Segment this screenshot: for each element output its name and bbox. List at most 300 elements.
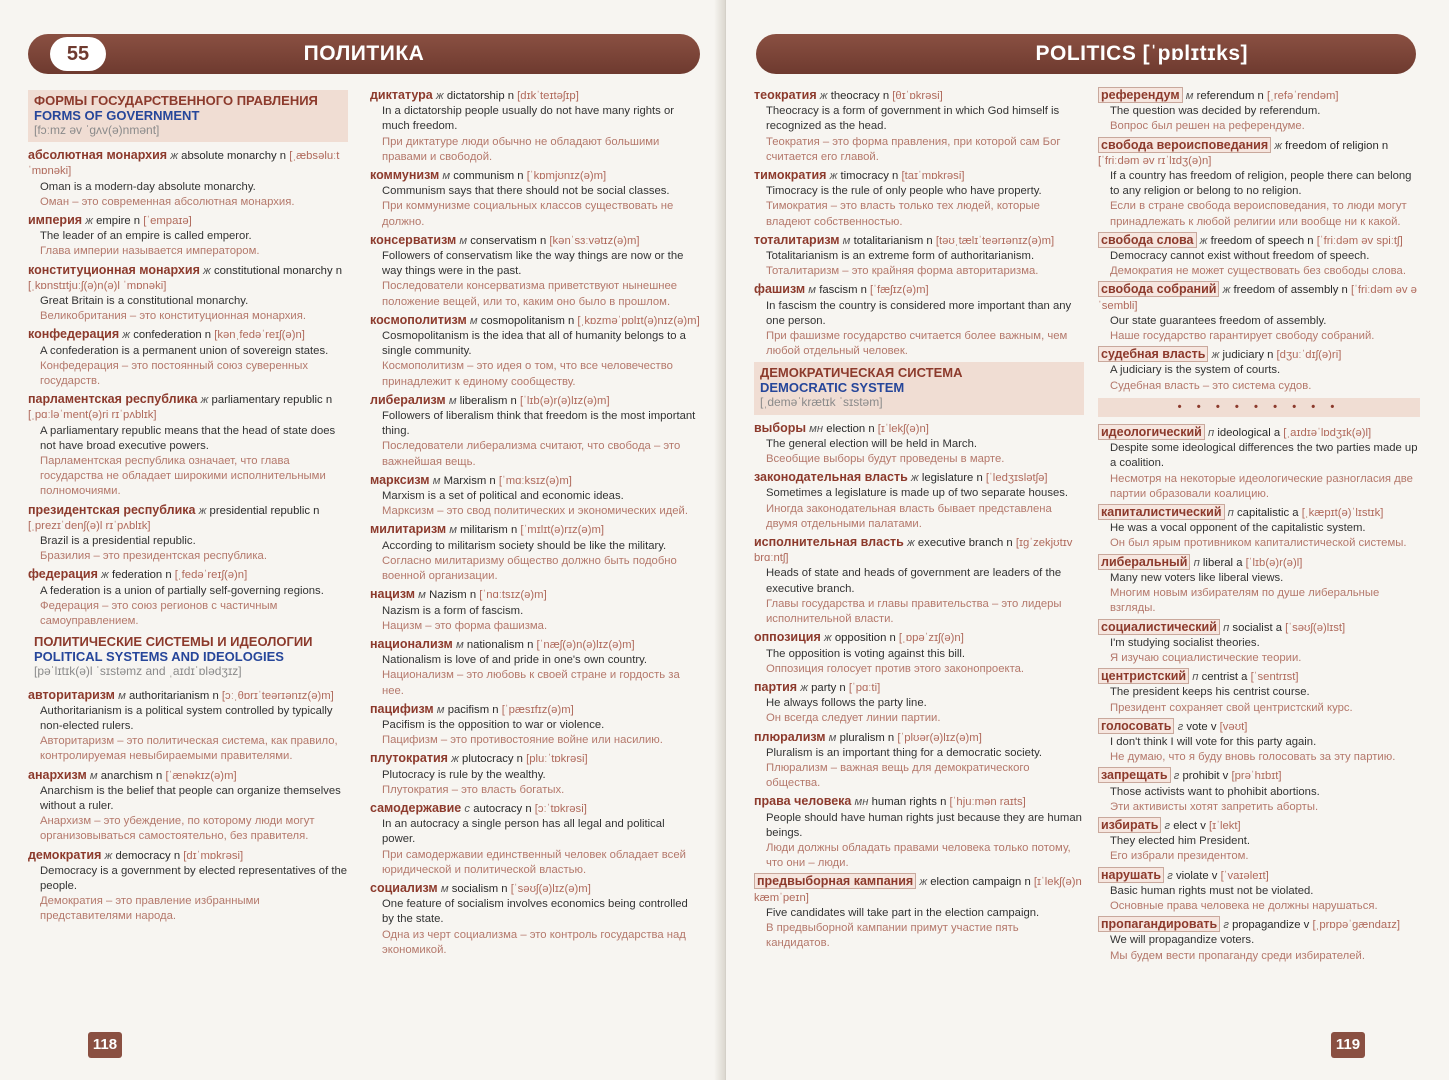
entry-headline [370,88,700,104]
entry-example-en: A confederation is a permanent union of sovereign states. [40,344,329,357]
entry-gender: м [442,170,451,183]
left-column-1 [28,88,348,928]
dictionary-entry [754,630,1084,677]
entry-example-en: I'm studying socialist theories. [1110,636,1260,649]
entry-transcription: [ˌkæpɪt(ə)ˈlɪstɪk] [1301,507,1384,520]
entry-example-en: The opposition is voting against this bill. [766,647,966,660]
entry-headword: референдум [1098,87,1183,103]
entry-example-en: If a country has freedom of religion, people there can belong to any religion or belong to no religion. [1110,170,1412,198]
entry-gender: г [1164,819,1171,832]
entry-gender: г [1223,919,1229,932]
entry-headword: исполнительная власть [754,535,904,550]
entry-example-ru: Плюрализм – важная вещь для демократического общества. [766,761,1030,790]
entry-transcription: [pluːˈtɒkrəsi] [526,753,588,766]
entry-headline [754,233,1084,249]
entry-headline [754,470,1084,486]
entry-headword: плюрализм [754,729,826,744]
entry-english: propagandize v [1232,919,1310,932]
chapter-banner-ru: ПОЛИТИКА [28,34,700,74]
entry-gender: ж [101,569,109,582]
entry-headword: тимократия [754,168,827,183]
dictionary-entry [1098,917,1420,964]
entry-example-ru: При фашизме государство считается более важным, чем любой отдельный человек. [766,330,1068,358]
entry-headword: национализм [370,636,453,651]
entry-headword: свобода слова [1098,232,1197,248]
entry-transcription: [ɪˈlekt] [1209,819,1241,832]
entry-headline [370,801,700,817]
entry-example-en: Oman is a modern-day absolute monarchy. [40,180,256,193]
entry-english: election campaign n [930,876,1031,889]
entry-example-ru: Наше государство гарантирует свободу собраний. [1110,330,1375,343]
entry-gender: ж [829,170,838,183]
entry-example-en: In a dictatorship people usually do not have many rights or much freedom. [382,105,675,133]
section-title-ru: ДЕМОКРАТИЧЕСКАЯ СИСТЕМА [760,365,963,381]
entry-transcription: [ˈpɑːti] [848,681,881,694]
entry-gender: ж [122,329,131,342]
entry-transcription: [ˌprɒpəˈɡændaɪz] [1312,919,1401,932]
entry-example-en: Those activists want to phohibit abortions. [1110,785,1320,798]
entry-english: judiciary n [1222,349,1274,362]
entry-english: pluralism n [839,731,895,744]
entry-example-ru: Последователи либерализма считают, что свобода – это важнейшая вещь. [382,440,681,468]
entry-headline [370,393,700,409]
entry-example-en: The leader of an empire is called emperor. [40,230,252,243]
entry-gender: ж [906,537,915,550]
entry-english: theocracy n [830,90,890,102]
entry-headline [28,148,348,179]
page-number-left: 118 [88,1032,122,1058]
entry-example-ru: Он всегда следует линии партии. [766,712,941,725]
entry-transcription: [ˈænəkɪz(ə)m] [165,769,237,782]
entry-transcription: [ˈhjuːmən raɪts] [949,796,1026,809]
section-header [28,90,348,142]
entry-example-en: In an autocracy a single person has all legal and political power. [382,818,665,846]
entry-gender: м [842,234,851,247]
entry-english: elect v [1173,819,1206,832]
entry-example-en: Pacifism is the opposition to war or violence. [382,718,605,731]
entry-headword: коммунизм [370,168,440,183]
entry-example-ru: Анархизм – это убеждение, по которому люди могут организовываться самостоятельно, без правителя. [40,815,315,843]
entry-example-en: Sometimes a legislature is made up of two separate houses. [766,487,1069,500]
entry-transcription: [ˈmɪlɪt(ə)rɪz(ə)m] [520,524,605,537]
entry-english: freedom of assembly n [1233,284,1348,297]
entry-gender: п [1192,671,1199,684]
chapter-number: 55 [50,37,106,71]
entry-headline [1098,868,1420,884]
entry-example-ru: Вопрос был решен на референдуме. [1110,120,1305,133]
entry-headline [28,768,348,784]
entry-example-en: Democracy is a government by elected representatives of the people. [40,864,348,892]
entry-english: executive branch n [917,537,1013,550]
entry-english: centrist a [1201,671,1248,684]
entry-transcription: [vəʊt] [1219,720,1248,733]
entry-headword: империя [28,213,83,228]
entry-example-en: Basic human rights must not be violated. [1110,884,1314,897]
entry-gender: ж [435,90,444,102]
entry-headword: нарушать [1098,867,1164,883]
entry-example-ru: Не думаю, что я буду вновь голосовать за эту партию. [1110,751,1396,764]
entry-example-en: They elected him President. [1110,835,1251,848]
entry-example-en: We will propagandize voters. [1110,934,1255,947]
entry-headword: демократия [28,847,102,862]
entry-headline [370,168,700,184]
entry-transcription: [ˈnæʃ(ə)n(ə)lɪz(ə)m] [536,638,635,651]
entry-example-ru: При самодержавии единственный человек обладает всей юридической и политической властью. [382,848,686,876]
entry-gender: м [1185,90,1194,102]
entry-example-ru: Теократия – это форма правления, при которой сам Бог считается его главой. [766,135,1061,163]
entry-headline [370,313,700,329]
entry-example-en: Democracy cannot exist without freedom of speech. [1110,250,1370,263]
entry-example-en: Theocracy is a form of government in which God himself is recognized as the head. [766,105,1060,133]
dictionary-entry [28,567,348,629]
entry-english: anarchism n [100,769,163,782]
entry-example-ru: Космополитизм – это идея о том, что все человечество принадлежит к единому сообществу. [382,360,673,388]
entry-gender: ж [910,472,919,485]
dictionary-entry [370,587,700,634]
entry-example-en: Followers of liberalism think that freedom is the most important thing. [382,410,696,438]
section-header [754,362,1084,414]
entry-example-en: A judiciary is the system of courts. [1110,364,1281,377]
entry-headword: выборы [754,420,807,435]
entry-transcription: [ɔːˌθɒrɪˈteərɪənɪz(ə)m] [221,689,334,702]
entry-example-ru: Я изучаю социалистические теории. [1110,651,1302,664]
entry-headword: свобода собраний [1098,281,1219,297]
entry-example-ru: В предвыборной кампании примут участие пять кандидатов. [766,921,1019,950]
entry-headword: свобода вероисповедания [1098,137,1271,153]
entry-headline [370,637,700,653]
entry-gender: г [1167,869,1173,882]
entry-english: human rights n [871,796,947,809]
dictionary-entry [370,313,700,390]
entry-english: prohibit v [1182,770,1229,783]
entry-headline [370,587,700,603]
entry-english: constitutional monarchy n [213,264,343,277]
entry-headword: парламентская республика [28,392,198,407]
entry-example-ru: Национализм – это любовь к своей стране и гордость за нее. [382,669,680,697]
entry-transcription: [ˈsəʊʃ(ə)lɪst] [1285,621,1346,634]
entry-headword: федерация [28,567,98,582]
entry-headline [754,88,1084,104]
entry-gender: с [464,802,471,815]
entry-gender: м [448,394,457,407]
entry-headline [1098,719,1420,735]
entry-example-ru: Парламентская республика означает, что глава государства не обладает широкими исполнительными полномочиями. [40,455,326,498]
page-number-right: 119 [1331,1032,1365,1058]
entry-headword: предвыборная кампания [754,873,916,889]
entry-gender: ж [198,504,207,517]
entry-english: socialist a [1232,621,1283,634]
entry-headline [370,751,700,767]
entry-example-ru: Демократия не может существовать без свободы слова. [1110,265,1406,278]
entry-example-ru: Главы государства и главы правительства – это лидеры исполнительной власти. [766,597,1062,626]
entry-headword: права человека [754,794,852,809]
entry-example-ru: Плутократия – это власть богатых. [382,783,565,796]
entry-transcription: [təʊˌtælɪˈteərɪənɪz(ə)m] [935,234,1055,247]
entry-example-ru: Оппозиция голосует против этого законопроекта. [766,662,1025,675]
entry-transcription: [dʒuːˈdɪʃ(ə)ri] [1276,349,1342,362]
entry-headline [1098,88,1420,104]
entry-gender: м [808,284,817,297]
entry-headword: запрещать [1098,767,1171,783]
entry-english: authoritarianism n [128,689,219,702]
entry-english: presidential republic n [209,504,320,517]
entry-transcription: [ˌprezɪˈdenʃ(ə)l rɪˈpʌblɪk] [28,519,151,532]
entry-example-ru: Судебная власть – это система судов. [1110,379,1312,392]
entry-example-ru: Оман – это современная абсолютная монархия. [40,195,295,208]
entry-headline [28,567,348,583]
entry-headline [370,233,700,249]
entry-headline [754,680,1084,696]
entry-english: communism n [453,170,524,183]
entry-gender: ж [1199,234,1208,247]
entry-gender: ж [451,753,459,766]
entry-transcription: [ˈplʊər(ə)lɪz(ə)m] [897,731,982,744]
entry-example-ru: Несмотря на некоторые идеологические разногласия две партии образовали коалицию. [1110,472,1413,500]
entry-headline [370,881,700,897]
entry-transcription: [ˈfriːdəm əv əˈsembli] [1098,284,1417,312]
dictionary-entry [1098,620,1420,667]
entry-example-en: Many new voters like liberal views. [1110,571,1284,584]
entry-example-ru: При диктатуре люди обычно не обладают большими правами и свободой. [382,135,660,163]
entry-english: referendum n [1196,90,1264,102]
dictionary-entry [370,702,700,749]
entry-gender: ж [104,849,113,862]
entry-example-ru: Согласно милитаризму общество должно быть подобно военной организации. [382,554,677,583]
entry-example-ru: Тимократия – это власть только тех людей, которые владеют собственностью. [766,200,1040,228]
entry-headline [754,630,1084,646]
entry-example-en: Heads of state and heads of government are leaders of the executive branch. [766,567,1062,595]
entry-headword: самодержавие [370,800,462,815]
dictionary-entry [1098,425,1420,502]
entry-gender: ж [203,264,211,277]
entry-transcription: [ˈsəʊʃ(ə)lɪz(ə)m] [510,882,591,895]
dictionary-entry [1098,818,1420,865]
entry-english: conservatism n [470,234,547,247]
entry-headword: милитаризм [370,522,447,537]
entry-headword: плутократия [370,751,448,766]
entry-transcription: [ˌkɒzməˈpɒlɪt(ə)nɪz(ə)m] [577,314,700,327]
entry-transcription: [ɔːˈtɒkrəsi] [534,802,587,815]
dictionary-entry [370,751,700,798]
entry-example-en: Anarchism is the belief that people can organize themselves without a ruler. [40,784,341,812]
entry-headword: либерализм [370,392,446,407]
dictionary-entry [754,794,1084,871]
section-title-ru: ПОЛИТИЧЕСКИЕ СИСТЕМЫ И ИДЕОЛОГИИ [34,634,313,650]
dictionary-entry [28,392,348,499]
entry-headword: либеральный [1098,554,1190,570]
entry-english: opposition n [834,632,896,645]
entry-english: capitalistic a [1237,507,1299,520]
entry-gender: м [432,474,441,487]
entry-headword: абсолютная монархия [28,148,168,163]
section-header [28,632,348,681]
entry-english: party n [811,681,846,694]
entry-english: absolute monarchy n [181,150,287,163]
section-divider: • • • • • • • • • [1098,398,1420,417]
entry-headword: нацизм [370,587,416,602]
entry-transcription: [ˈlɪb(ə)r(ə)l] [1245,556,1303,569]
dictionary-entry [28,263,348,325]
entry-headword: конфедерация [28,327,120,342]
entry-transcription: [prəˈhɪbɪt] [1231,770,1282,783]
entry-headline [370,473,700,489]
entry-transcription: [ˈfriːdəm əv rɪˈlɪdʒ(ə)n] [1098,154,1212,167]
entry-example-en: Communism says that there should not be social classes. [382,185,670,198]
entry-gender: ж [819,90,828,102]
entry-gender: ж [1274,139,1283,152]
entry-headline [754,794,1084,810]
dictionary-entry [754,535,1084,627]
entry-gender: м [89,769,98,782]
entry-transcription: [ˈkɒmjʊnɪz(ə)m] [526,170,607,183]
entry-transcription: [ˌæbsəluːt ˈmɒnəki] [28,150,340,178]
dictionary-entry [28,213,348,260]
entry-gender: ж [800,681,808,694]
entry-example-en: He was a vocal opponent of the capitalistic system. [1110,522,1366,535]
dictionary-entry [754,233,1084,280]
entry-headline [754,535,1084,566]
entry-gender: ж [919,876,928,889]
entry-transcription: [dɪˈmɒkrəsi] [183,849,244,862]
right-page [726,0,1449,1080]
entry-headline [370,702,700,718]
entry-english: freedom of speech n [1210,234,1314,247]
entry-english: timocracy n [840,170,899,183]
dictionary-entry [1098,282,1420,344]
entry-transcription: [kənˈsɜːvətɪz(ə)m] [549,234,640,247]
entry-headword: социализм [370,880,438,895]
entry-gender: м [459,234,468,247]
entry-english: ideological a [1217,427,1281,440]
dictionary-entry [1098,505,1420,552]
entry-example-ru: Последователи консерватизма приветствуют нынешнее положение вещей, или то, каким оно было в прошлом. [382,280,678,308]
dictionary-entry [370,637,700,699]
entry-headline [1098,768,1420,784]
entry-english: freedom of religion n [1285,139,1389,152]
section-transcription: [pəˈlɪtɪk(ə)l ˈsɪstəmz and ˌaɪdɪˈɒlədʒɪz] [34,664,242,679]
entry-gender: ж [170,150,179,163]
entry-headword: пропагандировать [1098,916,1220,932]
entry-gender: м [455,638,464,651]
entry-gender: г [1173,770,1180,783]
dictionary-entry [370,233,700,310]
entry-english: fascism n [819,284,867,297]
entry-transcription: [ˌɒpəˈzɪʃ(ə)n] [898,632,964,645]
entry-headword: партия [754,679,798,694]
entry-headword: законодательная власть [754,470,908,485]
dictionary-entry [370,88,700,165]
entry-example-ru: Иногда законодательная власть бывает представлена двумя отдельными палатами. [766,502,1052,530]
entry-headword: президентская республика [28,502,196,517]
entry-transcription: [ˌkɒnstɪtjuːʃ(ə)n(ə)l ˈmɒnəki] [28,279,167,292]
entry-english: pacifism n [447,703,499,716]
entry-headline [28,688,348,704]
entry-headword: тоталитаризм [754,232,840,247]
entry-gender: ж [200,394,209,407]
entry-example-en: Our state guarantees freedom of assembly. [1110,314,1327,327]
entry-transcription: [ˈlɪb(ə)r(ə)lɪz(ə)m] [519,394,610,407]
entry-headline [1098,669,1420,685]
dictionary-entry [1098,868,1420,915]
entry-example-ru: Люди должны обладать правами человека только потому, что они – люди. [766,841,1071,870]
entry-example-en: People should have human rights just because they are human beings. [766,811,1082,839]
entry-example-ru: Федерация – это союз регионов с частичным самоуправлением. [40,599,278,628]
dictionary-entry [28,148,348,210]
entry-headline [754,421,1084,437]
entry-transcription: [ˈfæʃɪz(ə)m] [870,284,929,297]
entry-gender: мн [854,796,869,809]
entry-example-ru: Президент сохраняет свой центристский курс. [1110,701,1353,714]
entry-gender: мн [809,422,824,435]
entry-headword: пацифизм [370,701,434,716]
entry-english: liberalism n [459,394,517,407]
entry-headword: конституционная монархия [28,262,200,277]
dictionary-entry [28,768,348,845]
entry-english: plutocracy n [462,753,523,766]
entry-example-en: Nazism is a form of fascism. [382,604,524,617]
entry-headword: авторитаризм [28,687,115,702]
entry-example-ru: Глава империи называется императором. [40,245,260,258]
entry-gender: п [1227,507,1234,520]
entry-example-ru: Пацифизм – это противостояние войне или насилию. [382,734,663,747]
section-title-en: FORMS OF GOVERNMENT [34,108,200,123]
entry-example-en: A parliamentary republic means that the head of state does not have broad executive powers. [40,424,336,452]
entry-gender: м [469,314,478,327]
entry-transcription: [ˈempaɪə] [143,215,192,228]
section-transcription: [ˌdeməˈkrætɪk ˈsɪstəm] [760,395,883,410]
entry-example-en: The question was decided by referendum. [1110,105,1321,118]
entry-example-ru: Великобритания – это конституционная монархия. [40,310,306,323]
entry-headline [28,327,348,343]
dictionary-entry [28,327,348,389]
entry-english: Marxism n [443,474,496,487]
entry-headword: марксизм [370,472,430,487]
entry-transcription: [ˌaɪdɪəˈlɒdʒɪk(ə)l] [1283,427,1372,440]
entry-headword: теократия [754,88,817,102]
entry-headline [754,874,1084,905]
entry-example-ru: Эти активисты хотят запретить аборты. [1110,800,1319,813]
dictionary-entry [370,522,700,584]
entry-example-en: One feature of socialism involves economics being controlled by the state. [382,898,688,926]
entry-example-en: He always follows the party line. [766,697,927,710]
entry-headline [1098,282,1420,313]
dictionary-entry [754,874,1084,951]
entry-headword: оппозиция [754,630,821,645]
entry-headword: космополитизм [370,312,467,327]
dictionary-entry [1098,719,1420,766]
left-page [0,0,722,1080]
entry-headword: идеологический [1098,424,1205,440]
entry-gender: ж [1211,349,1220,362]
entry-example-ru: Его избрали президентом. [1110,850,1249,863]
entry-headline [1098,233,1420,249]
entry-english: vote v [1186,720,1217,733]
entry-headline [1098,138,1420,169]
entry-example-en: Nationalism is love of and pride in one's own country. [382,654,648,667]
entry-transcription: [ˌrefəˈrendəm] [1266,90,1339,102]
dictionary-entry [1098,88,1420,135]
entry-english: election n [826,422,875,435]
entry-headword: диктатура [370,88,433,102]
dictionary-entry [370,168,700,230]
entry-example-en: Brazil is a presidential republic. [40,535,196,548]
entry-example-ru: Тоталитаризм – это крайняя форма авторитаризма. [766,265,1039,278]
entry-english: legislature n [921,472,983,485]
entry-example-en: Five candidates will take part in the election campaign. [766,906,1040,919]
dictionary-entry [1098,669,1420,716]
entry-headline [1098,347,1420,363]
entry-headline [28,213,348,229]
